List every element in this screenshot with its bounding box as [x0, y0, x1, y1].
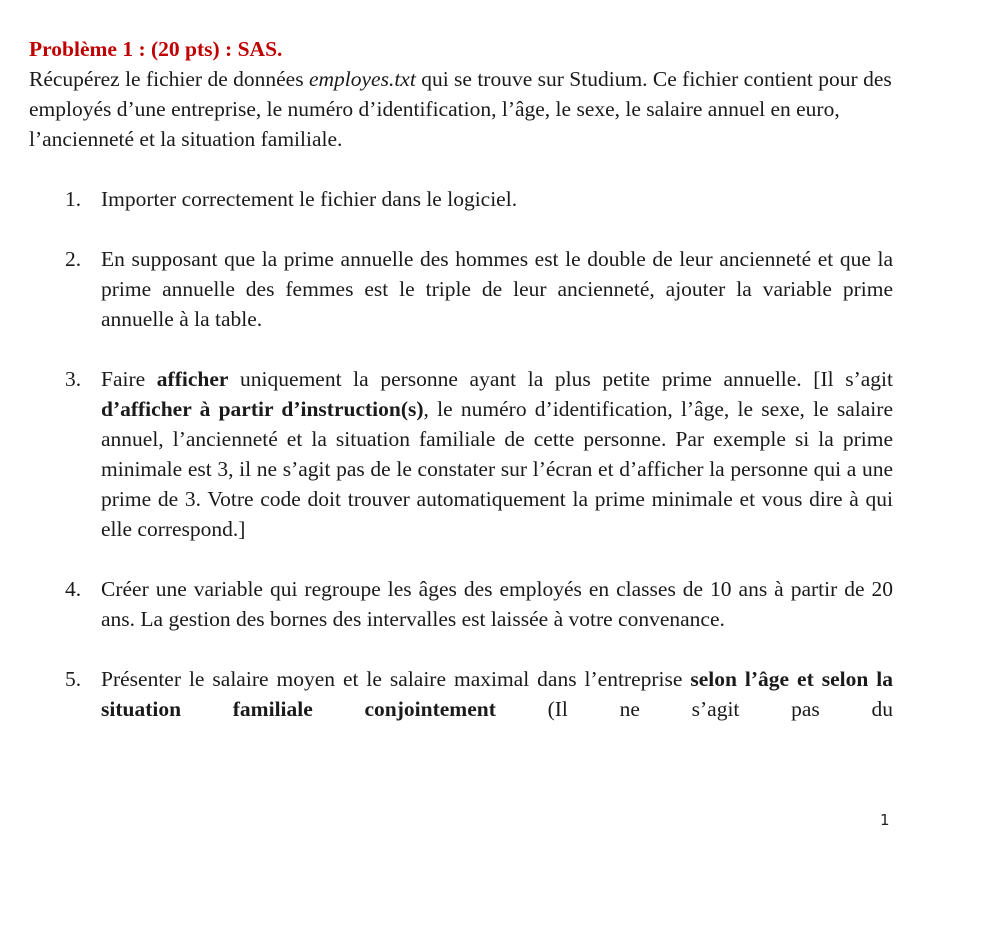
- question-3-bold-afficher: afficher: [156, 367, 229, 391]
- question-3: [29, 364, 893, 544]
- page-number: 1: [880, 811, 890, 829]
- question-4-text: Créer une variable qui regroupe les âges des employés en classes de 10 ans à partir de 20 ans. La gestion des bornes des intervalles est laissée à votre convenance.: [101, 577, 893, 631]
- question-5: [29, 664, 893, 724]
- question-5-text: [101, 667, 893, 721]
- question-3-text-b: uniquement la personne ayant la plus petite prime annuelle. [Il s’agit: [228, 367, 893, 391]
- question-5-text-a: Présenter le salaire moyen et le salaire maximal dans l’entreprise: [101, 667, 691, 691]
- question-5-bold-selon: selon l’âge et selon la situation familiale conjointement: [101, 667, 893, 721]
- intro-text-start: Récupérez le fichier de données: [29, 67, 309, 91]
- question-2-number: 2.: [65, 247, 82, 271]
- intro-text-end: qui se trouve sur Studium. Ce fichier contient pour des employés d’une entreprise, le numéro d’identification, l’âge, le sexe, le salaire annuel en euro, l’ancienneté et la situation familiale.: [29, 67, 892, 151]
- intro-filename: employes.txt: [308, 67, 416, 91]
- question-5-number: 5.: [65, 667, 82, 691]
- question-3-text-a: Faire: [101, 367, 157, 391]
- question-1: [29, 184, 893, 214]
- question-list: [29, 184, 893, 724]
- problem-title: Problème 1 : (20 pts) : SAS.: [29, 37, 283, 61]
- question-2: [29, 244, 893, 334]
- intro-paragraph: [29, 64, 893, 154]
- question-3-bold-instruction: d’afficher à partir d’instruction(s): [101, 397, 424, 421]
- question-1-text: Importer correctement le fichier dans le logiciel.: [101, 187, 518, 211]
- question-3-number: 3.: [65, 367, 82, 391]
- question-3-text-c: , le numéro d’identification, l’âge, le sexe, le salaire annuel, l’ancienneté et la situation familiale de cette personne. Par exemple si la prime minimale est 3, il ne s’agit pas de le constater sur l’écran et d’afficher la personne qui a une prime de 3. Votre code doit trouver automatiquement la prime minimale et vous dire à qui elle correspond.]: [101, 397, 893, 541]
- question-5-text-b: (Il ne s’agit pas du: [495, 697, 894, 721]
- question-4-number: 4.: [65, 577, 82, 601]
- document-page: [29, 34, 893, 754]
- question-2-text: En supposant que la prime annuelle des hommes est le double de leur ancienneté et que la prime annuelle des femmes est le triple de leur ancienneté, ajouter la variable prime annuelle à la table.: [101, 247, 893, 331]
- question-4: [29, 574, 893, 634]
- question-3-text: [101, 367, 893, 541]
- question-1-number: 1.: [65, 187, 82, 211]
